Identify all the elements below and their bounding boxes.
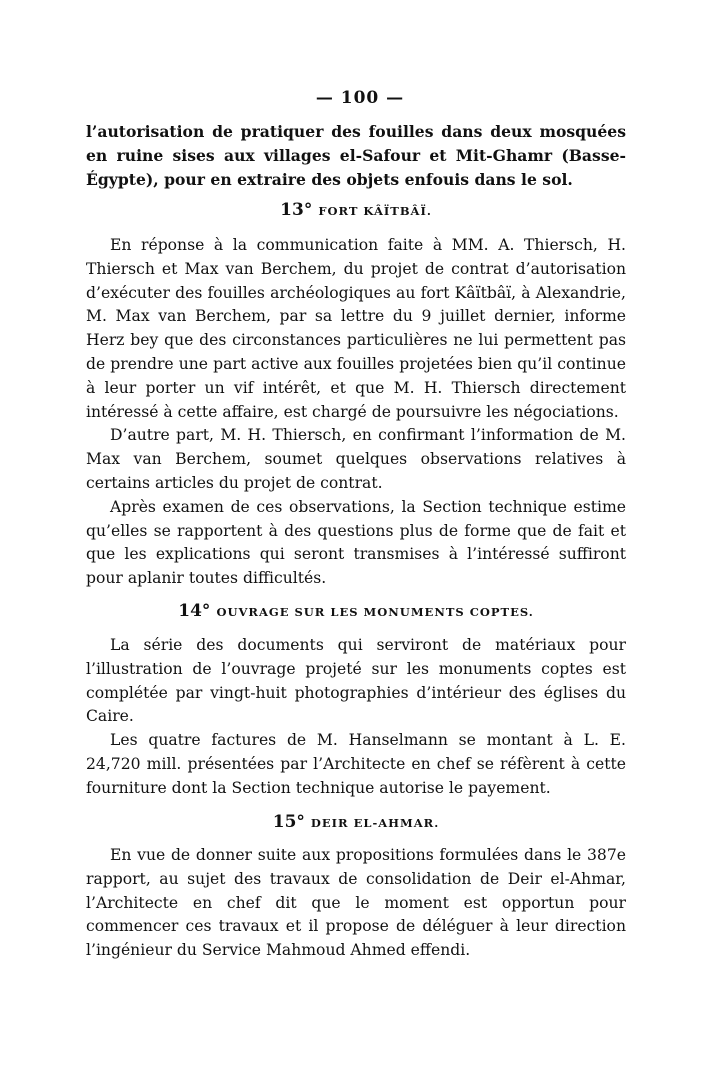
section-heading-14 bbox=[86, 601, 626, 621]
section-body-13 bbox=[86, 234, 626, 591]
section-heading-13 bbox=[86, 200, 626, 220]
paragraph: Les quatre factures de M. Hanselmann se montant à L. E. 24,720 mill. présentées par l’Architecte en chef se réfèrent à cette fourniture dont la Section technique autorise le payement. bbox=[86, 731, 626, 797]
section-title: OUVRAGE SUR LES MONUMENTS COPTES. bbox=[216, 605, 534, 619]
paragraph: D’autre part, M. H. Thiersch, en confirmant l’information de M. Max van Berchem, soumet quelques observations relatives à certains articles du projet de contrat. bbox=[86, 426, 626, 492]
section-title: FORT KÂÏTBÂÏ. bbox=[318, 204, 432, 218]
paragraph: En vue de donner suite aux propositions formulées dans le 387e rapport, au sujet des travaux de consolidation de Deir el-Ahmar, l’Architecte en chef dit que le moment est opportun pour commencer ces travaux et il propose de déléguer à leur direction l’ingénieur du Service Mahmoud Ahmed effendi. bbox=[86, 846, 626, 960]
page-number: — 100 — bbox=[315, 88, 405, 108]
paragraph: En réponse à la communication faite à MM. A. Thiersch, H. Thiersch et Max van Berchem, du projet de contrat d’autorisation d’exécuter des fouilles archéologiques au fort Kâïtbâï, à Alexandrie, M. Max van Berchem, par sa lettre du 9 juillet dernier, informe Herz bey que des circonstances particulières ne lui permettent pas de prendre une part active aux fouilles projetées bien qu’il continue à leur porter un vif intérêt, et que M. H. Thiersch directement intéressé à cette affaire, est chargé de poursuivre les négociations. bbox=[86, 236, 626, 421]
paragraph: La série des documents qui serviront de matériaux pour l’illustration de l’ouvrage projeté sur les monuments coptes est complétée par vingt-huit photographies d’intérieur des églises du Caire. bbox=[86, 636, 626, 726]
section-number: 14° bbox=[178, 601, 211, 621]
section-heading-15 bbox=[86, 812, 626, 832]
section-title: DEIR EL-AHMAR. bbox=[310, 816, 440, 830]
section-number: 15° bbox=[272, 812, 305, 832]
section-number: 13° bbox=[280, 200, 313, 220]
paragraph: Après examen de ces observations, la Section technique estime qu’elles se rapportent à des questions plus de forme que de fait et que les explications qui seront transmises à l’intéressé suffiront pour aplanir toutes difficultés. bbox=[86, 497, 626, 588]
section-body-14 bbox=[86, 634, 626, 801]
paragraph: l’autorisation de pratiquer des fouilles dans deux mosquées en ruine sises aux villages el-Safour et Mit-Ghamr (Basse-Égypte), pour en extraire des objets enfouis dans le sol. bbox=[86, 122, 626, 189]
opening-paragraph bbox=[86, 120, 626, 191]
section-body-15 bbox=[86, 844, 626, 963]
